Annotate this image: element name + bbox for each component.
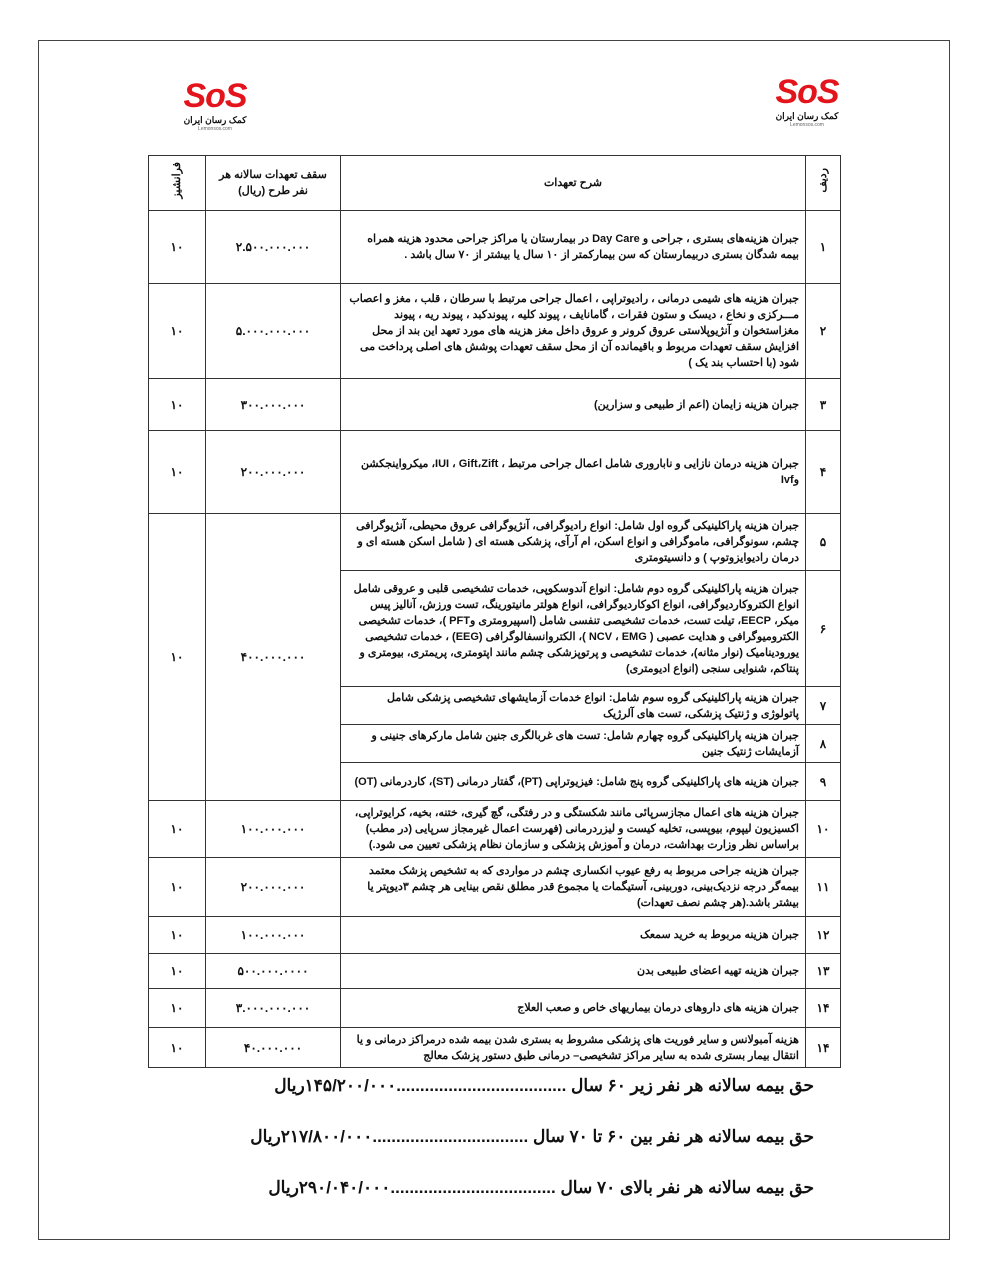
row-description: جبران هزینه پاراکلینیکی گروه دوم شامل: انواع آندوسکوپی، خدمات تشخیصی قلبی و عروقی شامل انواع الکتروکاردیوگرافی، انواع اکوکاردیوگرافی، انواع هولتر مانیتورینگ، تست ورزش، آنالیز پیس میکر، EECP، تیلت تست، خدمات تشخیصی تنفسی شامل (اسپیرومتری وPFT )، خدمات تشخیصی الکترومیوگرافی و هدایت عصبی ( NCV ، EMG )، الکتروانسفالوگرافی (EEG) ، خدمات تشخیصی یورودینامیک (نوار مثانه)، خدمات تشخیصی و پرتوپزشکی چشم مانند اپتومتری، پریمتری، بیومتری و پنتاکم، شنوایی سنجی (انواع ادیومتری): [341, 571, 806, 687]
row-description: جبران هزینه پاراکلینیکی گروه چهارم شامل: تست های غربالگری جنین شامل مارکرهای جنینی و آزمایشات ژنتیک جنین: [341, 725, 806, 763]
row-description: جبران هزینه های داروهای درمان بیماریهای خاص و صعب العلاج: [341, 989, 806, 1028]
logo-mark: SoS: [183, 77, 247, 115]
row-ceiling: ۲۰۰.۰۰۰.۰۰۰: [206, 858, 341, 917]
row-description: جبران هزینه های پاراکلینیکی گروه پنج شامل: فیزیوتراپی (PT)، گفتار درمانی (ST)، کاردرمانی (OT): [341, 763, 806, 801]
row-description: جبران هزینه درمان نازایی و ناباروری شامل اعمال جراحی مرتبط ، IUI ، Gift،Zift، میکرواینجکشن وIvf: [341, 431, 806, 514]
row-index: ۱۴: [806, 989, 841, 1028]
row-index: ۷: [806, 687, 841, 725]
logo-right: [762, 74, 852, 134]
row-ceiling: ۳.۰۰۰.۰۰۰.۰۰۰: [206, 989, 341, 1028]
row-franchise: ۱۰: [149, 431, 206, 514]
table-row: [149, 211, 841, 284]
row-ceiling: ۳۰۰.۰۰۰.۰۰۰: [206, 379, 341, 431]
row-franchise: ۱۰: [149, 954, 206, 989]
logo-subtitle: کمک رسان ایران: [775, 111, 839, 121]
row-description: هزینه آمبولانس و سایر فوریت های پزشکی مشروط به بستری شدن بیمه شده درمراکز درمانی و یا انتقال بیمار بستری شده به سایر مراکز تشخیصی– درمانی طبق دستور پزشک معالج: [341, 1028, 806, 1068]
row-description: جبران هزینه مربوط به خرید سمعک: [341, 917, 806, 954]
row-index: ۴: [806, 431, 841, 514]
row-description: جبران هزینه های شیمی درمانی ، رادیوتراپی ، اعمال جراحی مرتبط با سرطان ، قلب ، مغز و اعصاب مـــرکزی و نخاع ، دیسک و ستون فقرات ، گامانایف ، پیوند کلیه ، پیوندکبد ، پیوند ریه ، پیوند مغزاستخوان و آنژیوپلاستی عروق کرونر و عروق داخل مغز هزینه های مورد تعهد این بند از محل افزایش سقف تعهدات مربوط و باقیمانده آن از محل سقف تعهدات پوشش های اصلی پرداخت می شود (با احتساب بند یک ): [341, 284, 806, 379]
row-description: جبران هزینه پاراکلینیکی گروه اول شامل: انواع رادیوگرافی، آنژیوگرافی عروق محیطی، آنژیوگرافی چشم، سونوگرافی، ماموگرافی و انواع اسکن، ام آرآی، پزشکی هسته ای ( شامل اسکن هسته ای و درمان رادیوایزوتوپ ) و دانسیتومتری: [341, 514, 806, 571]
header-franchise: فرانشیز: [149, 156, 206, 211]
row-franchise: ۱۰: [149, 514, 206, 801]
row-franchise: ۱۰: [149, 858, 206, 917]
row-index: ۱۰: [806, 801, 841, 858]
logo-left: [170, 78, 260, 138]
row-index: ۹: [806, 763, 841, 801]
row-franchise: ۱۰: [149, 801, 206, 858]
row-description: جبران هزینه‌های بستری ، جراحی و Day Care در بیمارستان یا مراکز جراحی محدود هزینه همراه بیمه شدگان بستری دربیمارستان که سن بیمارکمتر از ۱۰ سال یا بیشتر از ۷۰ سال باشد .: [341, 211, 806, 284]
table-row: [149, 801, 841, 858]
header-ceiling: سقف تعهدات سالانه هر نفر طرح (ریال): [206, 156, 341, 211]
logo-url: Lemonsos.com: [198, 126, 232, 132]
header-row: [149, 156, 841, 211]
table-row: [149, 379, 841, 431]
premium-60-70: حق بیمه سالانه هر نفر بین ۶۰ تا ۷۰ سال .................................۲۱۷/۸۰۰/۰۰۰ریال: [250, 1127, 814, 1146]
logo-url: Lemonsos.com: [790, 122, 824, 128]
row-description: جبران هزینه جراحی مربوط به رفع عیوب انکساری چشم در مواردی که به تشخیص پزشک معتمد بیمه‌گر درجه نزدیک‌بینی، دوربینی، آستیگمات یا مجموع قدر مطلق نقص بینایی هر چشم ۳دیوپتر یا بیشتر باشد.(هر چشم نصف تعهدات): [341, 858, 806, 917]
row-franchise: ۱۰: [149, 211, 206, 284]
row-index: ۱۲: [806, 917, 841, 954]
row-franchise: ۱۰: [149, 379, 206, 431]
row-franchise: ۱۰: [149, 1028, 206, 1068]
table-row: [149, 431, 841, 514]
row-index: ۱۳: [806, 954, 841, 989]
header-description: شرح تعهدات: [341, 156, 806, 211]
table-row: [149, 514, 841, 571]
row-ceiling: ۴۰.۰۰۰.۰۰۰: [206, 1028, 341, 1068]
row-description: جبران هزینه پاراکلینیکی گروه سوم شامل: انواع خدمات آزمایشهای تشخیصی پزشکی شامل پاتولوژی و ژنتیک پزشکی، تست های آلرژیک: [341, 687, 806, 725]
table-row: [149, 989, 841, 1028]
table-row: [149, 858, 841, 917]
row-ceiling: ۱۰۰.۰۰۰.۰۰۰: [206, 801, 341, 858]
row-ceiling: ۲.۵۰۰.۰۰۰.۰۰۰: [206, 211, 341, 284]
premium-over-70: حق بیمه سالانه هر نفر بالای ۷۰ سال ...................................۲۹۰/۰۴۰/۰۰۰ریال: [268, 1178, 814, 1197]
row-index: ۳: [806, 379, 841, 431]
row-ceiling: ۴۰۰.۰۰۰.۰۰۰: [206, 514, 341, 801]
row-description: جبران هزینه زایمان (اعم از طبیعی و سزارین): [341, 379, 806, 431]
row-description: جبران هزینه های اعمال مجازسرپائی مانند شکستگی و در رفتگی، گچ گیری، ختنه، بخیه، کرایوتراپی، اکسیزیون لیپوم، بیوپسی، تخلیه کیست و لیزردرمانی (فهرست اعمال غیرمجاز سرپایی (در مطب) براساس نظر وزارت بهداشت، درمان و آموزش پزشکی و سازمان نظام پزشکی تعیین می شود.): [341, 801, 806, 858]
row-franchise: ۱۰: [149, 917, 206, 954]
row-ceiling: ۵۰۰.۰۰۰.۰۰۰۰: [206, 954, 341, 989]
row-index: ۶: [806, 571, 841, 687]
coverage-table: [148, 155, 841, 1068]
row-description: جبران هزینه تهیه اعضای طبیعی بدن: [341, 954, 806, 989]
row-index: ۸: [806, 725, 841, 763]
logo-mark: SoS: [775, 73, 839, 111]
table-row: [149, 284, 841, 379]
premium-under-60: حق بیمه سالانه هر نفر زیر ۶۰ سال ....................................۱۴۵/۲۰۰/۰۰۰ریال: [274, 1076, 814, 1095]
row-ceiling: ۵.۰۰۰.۰۰۰.۰۰۰: [206, 284, 341, 379]
row-ceiling: ۲۰۰.۰۰۰.۰۰۰: [206, 431, 341, 514]
header-index: ردیف: [806, 156, 841, 211]
row-ceiling: ۱۰۰.۰۰۰.۰۰۰: [206, 917, 341, 954]
table-row: [149, 1028, 841, 1068]
row-index: ۱۱: [806, 858, 841, 917]
row-franchise: ۱۰: [149, 989, 206, 1028]
row-index: ۱: [806, 211, 841, 284]
row-index: ۵: [806, 514, 841, 571]
row-index: ۱۴: [806, 1028, 841, 1068]
content: [148, 155, 840, 1200]
logo-subtitle: کمک رسان ایران: [183, 115, 247, 125]
table-row: [149, 917, 841, 954]
row-franchise: ۱۰: [149, 284, 206, 379]
table-row: [149, 954, 841, 989]
row-index: ۲: [806, 284, 841, 379]
